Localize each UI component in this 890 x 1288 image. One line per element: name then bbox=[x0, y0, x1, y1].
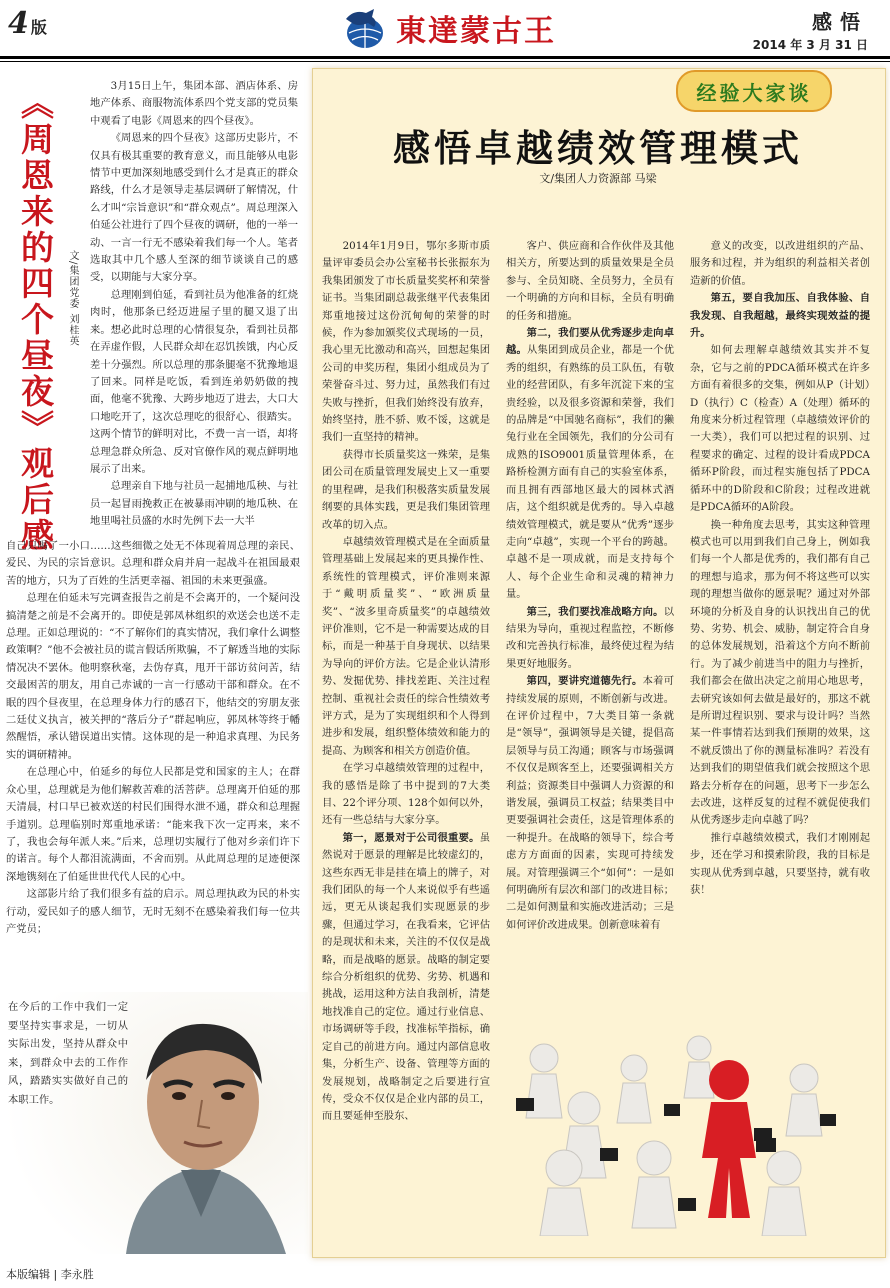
leader-crowd-graphic bbox=[504, 1018, 846, 1236]
column-tag: 经验大家谈 bbox=[676, 70, 832, 112]
paragraph-heading: 第四，要讲究道德先行。 bbox=[526, 675, 643, 688]
paragraph-text: 2014年1月9日，鄂尔多斯市质量评审委员会办公室秘书长张振东为我集团颁发了市长质量奖奖杯和荣誉证书。当集团副总裁张继平代表集团郑重地接过这份沉甸甸的荣誉的时候，作为参加颁奖仪式现场的一员，我心里无比激动和高兴，回想起集团公司的申奖历程，集团小组成员为了荣誉奋斗过、努力过，虽然我们有过失败与挫折，但我们始终没有放弃，始终坚持，胜不骄、败不馁，这就是我们一直坚持的精神。 bbox=[322, 240, 490, 444]
newspaper-name: 東達蒙古王 bbox=[396, 14, 556, 49]
portrait-caption-text bbox=[8, 998, 128, 1109]
paragraph: 总理刚到伯延，看到社员为他准备的红烧肉时，他那条已经迈进屋子里的腿又退了出来。想必此时总理的心情很复杂，看到社员都在弄虚作假，人民群众却在忍饥挨饿，内心反差十分强烈。所以总理的那条腿毫不犹豫地退了回来。同样是吃饭，看到连弟奶奶做的拽面，他毫不犹豫、大跨步地迈了进去，大口大口地吃开了，这次总理吃的很舒心、很踏实。这两个情节的鲜明对比，不费一言一语，却将总理急群众所急、反对官僚作风的观点鲜明地展示了出来。 bbox=[90, 288, 298, 475]
paragraph: 自己只喝了一小口……这些细微之处无不体现着周总理的亲民、爱民、为民的宗旨意识。总理和群众肩并肩一起战斗在祖国最艰苦的地方，只为了百姓的生活更幸福、祖国的未来更强盛。 bbox=[6, 540, 300, 587]
paragraph: 3月15日上午，集团本部、酒店体系、房地产体系、商服物流体系四个党支部的党员集中观看了电影《周恩来的四个昼夜》。 bbox=[90, 80, 298, 127]
feature-paragraph bbox=[690, 290, 870, 342]
feature-paragraph bbox=[506, 238, 674, 325]
feature-paragraph bbox=[690, 342, 870, 516]
left-article-body-bottom bbox=[6, 538, 300, 938]
paragraph-heading: 第二，我们要从优秀逐步走向卓越。 bbox=[506, 327, 674, 357]
paragraph-text: 换一种角度去思考，其实这种管理模式也可以用到我们自己身上，例如我们每一个人都是优秀的，我们都有自己的理想与追求，那为何不将这些可以实现的理想当做你的愿景呢？通过对外部环境的分析及自身的认识找出自己的优势、劣势、机会、威胁，制定符合自身的总体发展规划，沿着这个方向不断前行。为了减少前进当中的阻力与挫折，我们都会在做出决定之前用心地思考，去研究该如何去做是最好的，那这不就是所谓过程识别、要求与设计吗？当然某一件事情若达到我们预期的效果，这不就反馈出了你的测量标准吗？若没有达到我们的期望值我们就会按照这个思路去分析存在的问题，思考下一步怎么去改进，这样反复的过程不就促使我们从优秀逐步走向卓越了吗？ bbox=[690, 518, 870, 827]
newspaper-logo bbox=[340, 4, 580, 52]
paragraph-text: 如何去理解卓越绩效其实并不复杂，它与之前的PDCA循环模式在许多方面有着很多的交集，例如从P（计划）D（执行）C（检查）A（处理）循环的角度来分析过程管理（卓越绩效评价的一大类），我们可以把过程的识别、过程要求的确定、过程的设计看成PDCA循环P阶段，而过程实施包括了PDCA循环中的D阶段和C阶段；过程改进就是PDCA循环的A阶段。 bbox=[690, 344, 870, 514]
feature-paragraph bbox=[322, 830, 490, 1126]
feature-paragraph bbox=[690, 238, 870, 290]
feature-headline: 感悟卓越绩效管理模式 bbox=[393, 127, 803, 170]
left-article-body-top bbox=[90, 78, 298, 531]
feature-column-1 bbox=[322, 238, 490, 1126]
paragraph-text: 从集团到成员企业，都是一个优秀的组织，有熟练的员工队伍，有敬业的经营团队，有多年沉淀下来的宝贵经验，以及很多资源和荣誉，我们的品牌是“中国驰名商标”，我们的獭兔行业在全国领先，我们的分公司有成熟的ISO9001质量管理体系，在路桥检测方面有自己的实验室体系，而且拥有西部地区最大的园林式酒店，这个组织就是优秀的。导入卓越绩效管理模式，就是要从“优秀”逐步走向“卓越”，实现一个平台的跨越。卓越不是一项成就，而是支持每个人、每个企业生命和灵魂的精神力量。 bbox=[506, 344, 675, 601]
feature-paragraph bbox=[690, 830, 870, 900]
globe-horse-icon bbox=[340, 5, 390, 51]
paragraph-text: 获得市长质量奖这一殊荣，是集团公司在质量管理发展史上又一重要的里程碑，是我们积极落实质量发展纲要的具体实践，更是我们集团管理改革的切入点。 bbox=[322, 448, 490, 531]
left-article-author: 文/集团党委 刘桂英 bbox=[67, 250, 78, 347]
paragraph: 在今后的工作中我们一定要坚持实事求是，一切从实际出发，坚持从群众中来，到群众中去的工作作风，踏踏实实做好自己的本职工作。 bbox=[8, 1001, 128, 1106]
paragraph-text: 虽然说对于愿景的理解是比较虚幻的，这些东西无非是挂在墙上的牌子，对我们团队的每一个人来说似乎有些遥远，更无从谈起我们实现愿景的步骤，但通过学习，在我看来，它评估的是现状和未来，关注的不仅仅是战略，而是战略的愿景。战略的制定要综合分析组织的优势、劣势、机遇和挑战，运用这种方法自我剖析，清楚地找准自己的定位。通过行业信息、市场调研等手段，找准标竿指标，确定自己的前进方向。通过内部信息收集，分析生产、设备、管理等方面的发展规划，战略制定之后要进行宣传，受众不仅仅是企业内部的员工，而且要延伸至股东、 bbox=[322, 831, 490, 1123]
paragraph-text: 客户、供应商和合作伙伴及其他相关方，所要达到的质量效果是全员参与、全员知晓、全员努力，全员有一个明确的方向和目标，全员有明确的任务和措施。 bbox=[506, 240, 674, 322]
red-leader-illustration bbox=[504, 1018, 846, 1236]
paragraph-text: 在学习卓越绩效管理的过程中，我的感悟是除了书中提到的7大类目、22个评分项、128个如何以外，还有一些总结与大家分享。 bbox=[322, 762, 490, 827]
feature-paragraph bbox=[322, 534, 490, 760]
paragraph-text: 推行卓越绩效模式，我们才刚刚起步，还在学习和摸索阶段，我的目标是实现从优秀到卓越，只要坚持，就有收获！ bbox=[690, 831, 870, 897]
feature-paragraph bbox=[322, 238, 490, 447]
feature-paragraph bbox=[322, 760, 490, 830]
feature-byline: 文/集团人力资源部 马梁 bbox=[539, 172, 657, 185]
feature-column-3 bbox=[690, 238, 870, 899]
masthead-rule-thin bbox=[0, 61, 890, 62]
footer-editor: 本版编辑 | 李永胜 bbox=[6, 1268, 94, 1281]
feature-column-2 bbox=[506, 238, 674, 934]
paragraph-text: 卓越绩效管理模式是在全面质量管理基础上发展起来的更具操作性、系统性的管理模式，评价准则来源于“戴明质量奖”、“欧洲质量奖”、“波多里奇质量奖”的卓越绩效评价准则，它不是一种需要达成的目标，而是一种基于自身现状、以结果为导向的评价方法。它是企业认清形势、发掘优势、排找差距、关注过程控制、重视社会责任的综合性绩效考评方式，是为了实现组织和个人得到进步和发展，组织整体绩效和能力的提高、为顾客和相关方创造价值。 bbox=[322, 535, 490, 757]
section-title: 感悟 bbox=[812, 10, 868, 34]
feature-paragraph bbox=[506, 673, 674, 934]
feature-paragraph bbox=[506, 604, 674, 674]
paragraph: 总理亲自下地与社员一起捕地瓜秧、与社员一起冒雨挽救正在被暴雨冲刷的地瓜秧、在地里喝社员盛的水时先例下去一大半 bbox=[90, 480, 298, 528]
feature-paragraph bbox=[690, 517, 870, 830]
paragraph-text: 意义的改变，以改进组织的产品、服务和过程，并为组织的利益相关者创造新的价值。 bbox=[690, 240, 870, 287]
paragraph-text: 以结果为导向，重视过程监控，不断修改和完善执行标准，最终使过程为结果更好地服务。 bbox=[506, 605, 674, 670]
page-number: 4 版 bbox=[8, 6, 47, 41]
feature-paragraph bbox=[322, 447, 490, 534]
paragraph: 总理在伯延未写完调查报告之前是不会离开的，一个疑问没搞清楚之前是不会离开的。即使是郭凤林组织的欢送会也送不走总理。正如总理说的：“不了解你们的真实情况，我们拿什么调整政策啊？”他不会被社员的谎言假话所欺骗，不了解透当地的实际情况决不罢休。他明察秋毫，去伪存真，甩开干部访贫问苦，结交最困苦的朋友，用自己赤诚的一言一行感动干部和群众。在不眠的四个昼夜里，在总理身体力行的感召下，他结交的穷朋友张二廷仗义执言，被关押的“落后分子”群起响应，郭凤林等终于幡然醒悟，承认错误道出实情。这体现的是一种追求真理、为民务实的调研精神。 bbox=[6, 592, 300, 761]
paragraph-heading: 第一，愿景对于公司很重要。 bbox=[342, 831, 480, 844]
feature-paragraph bbox=[506, 325, 674, 604]
paragraph-heading: 第三，我们要找准战略方向。 bbox=[526, 605, 664, 618]
page-suffix: 版 bbox=[30, 18, 47, 37]
masthead-rule bbox=[0, 56, 890, 59]
paragraph-heading: 第五，要自我加压、自我体验、自我发现、自我超越，最终实现效益的提升。 bbox=[690, 292, 870, 340]
paragraph: 《周恩来的四个昼夜》这部历史影片，不仅具有极其重要的教育意义，而且能够从电影情节中更加深刻地感受到什么才是真正的群众路线，什么才是领导走基层调研了解情况，什么才叫“宗旨意识”和“群众观点”。周总理深入伯延公社进行了四个昼夜的调研，他的一举一动、一言一行无不感染着我们每一个人。笔者选取其中几个感人至深的细节谈谈自己的感受，以期能与大家分享。 bbox=[90, 132, 298, 284]
left-article-title: 《周恩来的四个昼夜》观后感 bbox=[16, 86, 55, 554]
paragraph: 在总理心中，伯延乡的每位人民都是党和国家的主人；在群众心里，总理就是为他们解救苦难的活菩萨。总理离开伯延的那天清晨，村口早已被欢送的村民们围得水泄不通，群众和总理握手道别。总理临别时郑重地承诺：“能来我下次一定再来，来不了，我也会每年派人来。”后来，总理切实履行了他对乡亲们许下的诺言。每个人都泪流满面，不舍而别。从此周总理的足迹便深深地镌刻在了伯延世世代代人民的心中。 bbox=[6, 766, 300, 883]
issue-date: 2014 年 3 月 31 日 bbox=[752, 38, 868, 52]
paragraph: 这部影片给了我们很多有益的启示。周总理执政为民的朴实行动，爱民如子的感人细节，无时无刻不在感染着我们每一位共产党员； bbox=[6, 888, 300, 935]
paragraph-text: 本着可持续发展的原则，不断创新与改进。在评价过程中，7大类目第一条就是“领导”，强调领导是关键，提倡高层领导与员工沟通；顾客与市场强调不仅仅是顾客至上，还要强调相关方利益；资源类目中强调人力资源的和谐发展，强调员工权益；结果类目中更要强调社会责任，这是管理体系的一种提升。在战略的领导下，综合考虑方方面面的因素，实现可持续发展。对管理强调三个“如何”：一是如何明确所有层次和部门的改进目标；二是如何测量和实施改进活动；三是如何评价改进成果。创新意味着有 bbox=[506, 675, 674, 931]
